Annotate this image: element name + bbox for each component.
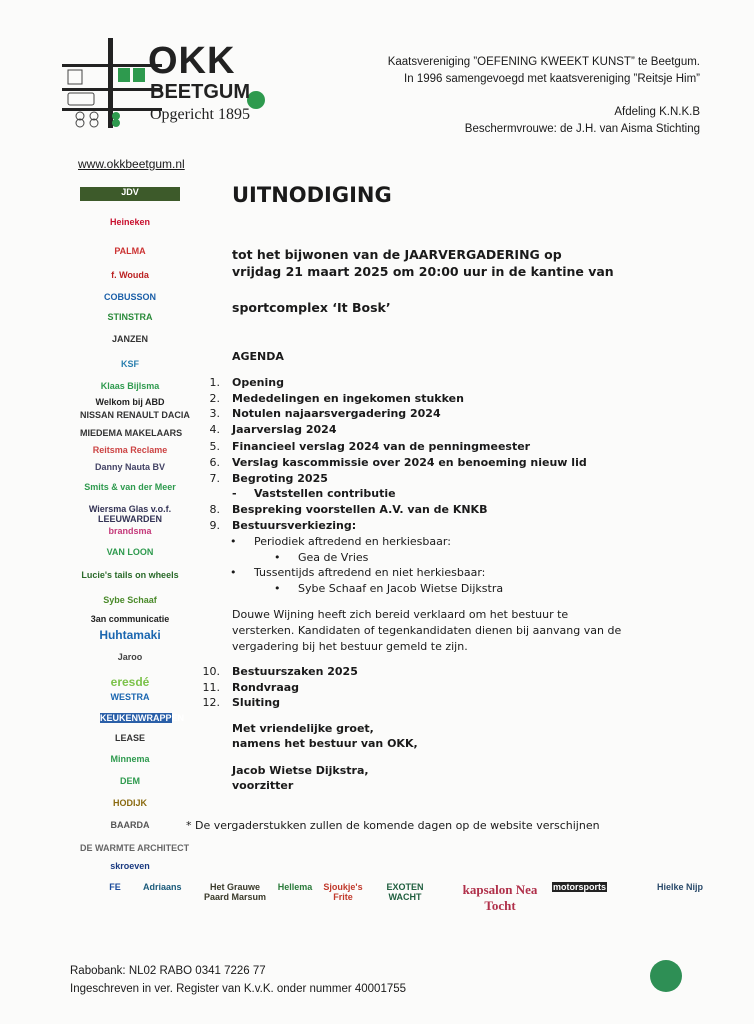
agenda-dash: - — [232, 487, 237, 500]
sponsor-logo: Smits & van der Meer — [84, 482, 176, 492]
agenda-number: 9. — [209, 519, 220, 532]
sponsor-logo: FE — [109, 882, 121, 892]
sponsor-logo: JDV — [80, 187, 180, 201]
closing-greeting: Met vriendelijke groet, — [232, 722, 374, 735]
bullet-icon: • — [274, 582, 281, 595]
sponsor-logo: DEM — [120, 776, 140, 786]
agenda-number: 6. — [209, 456, 220, 469]
agenda-item: Bestuursverkiezing: — [232, 519, 357, 532]
agenda-subitem: Vaststellen contributie — [254, 487, 396, 500]
sponsor-logo: Heineken — [109, 217, 151, 227]
sponsor-logo: skroeven — [110, 861, 150, 871]
agenda-number: 2. — [209, 392, 220, 405]
sponsor-logo: WESTRA — [110, 692, 150, 702]
sponsor-logo: STINSTRA — [107, 312, 153, 322]
sponsor-logo: motorsports — [552, 882, 606, 892]
closing-greeting: namens het bestuur van OKK, — [232, 737, 418, 750]
sponsor-logo: Hellema — [277, 882, 313, 892]
sponsor-logo: f. Wouda — [111, 270, 149, 280]
agenda-number: 5. — [209, 440, 220, 453]
agenda-item: Financieel verslag 2024 van de penningmeester — [232, 440, 531, 453]
agenda-subitem: Periodiek aftredend en herkiesbaar: — [254, 535, 451, 548]
intro-line: vrijdag 21 maart 2025 om 20:00 uur in de kantine van — [232, 264, 614, 279]
agenda-number: 4. — [209, 423, 220, 436]
sponsor-logo: Adriaans — [143, 882, 182, 892]
sponsor-logo: HODIJK — [112, 798, 147, 808]
agenda-subitem: Gea de Vries — [298, 551, 369, 564]
footnote: * De vergaderstukken zullen de komende dagen op de website verschijnen — [186, 819, 600, 832]
sponsor-logo: MIEDEMA MAKELAARS — [80, 428, 183, 438]
agenda-subitem: Sybe Schaaf en Jacob Wietse Dijkstra — [298, 582, 504, 595]
agenda-number: 1. — [209, 376, 220, 389]
sponsor-logo: 3an communicatie — [90, 614, 170, 624]
sponsor-logo: Hielke Nijp — [656, 882, 703, 892]
sponsor-logo: Huhtamaki — [99, 628, 161, 642]
signatory-name: Jacob Wietse Dijkstra, — [232, 764, 369, 777]
sponsor-logo: Reitsma Reclame — [92, 445, 168, 455]
agenda-number: 12. — [202, 696, 220, 709]
sponsor-logo: DE WARMTE ARCHITECT — [80, 843, 190, 853]
sponsor-logo: EXOTEN WACHT — [386, 882, 424, 902]
bullet-icon: • — [230, 535, 237, 548]
registry-info: Ingeschreven in ver. Register van K.v.K. onder nummer 40001755 — [70, 983, 407, 995]
agenda-number: 3. — [209, 407, 220, 420]
sponsor-logo: eresdé — [110, 675, 150, 689]
sponsor-logo: NISSAN RENAULT DACIA — [80, 410, 190, 420]
sponsor-logo: Het Grauwe Paard Marsum — [203, 882, 267, 902]
logo-name: OKK — [148, 40, 236, 82]
agenda-item: Bestuurszaken 2025 — [232, 665, 358, 678]
sponsor-logo: Sjoukje's Frite — [323, 882, 363, 902]
sponsor-logo: KEUKENWRAPPEN — [100, 713, 185, 723]
sponsor-logo: KSF — [121, 359, 139, 369]
header-line: Beschermvrouwe: de J.H. van Aisma Stichting — [464, 123, 700, 135]
paragraph-line: Douwe Wijning heeft zich bereid verklaard om het bestuur te — [232, 608, 569, 621]
sponsor-logo: VAN LOON — [106, 547, 154, 557]
intro-line: tot het bijwonen van de JAARVERGADERING op — [232, 247, 562, 262]
header-line: Kaatsvereniging ”OEFENING KWEEKT KUNST” te Beetgum. — [387, 56, 700, 68]
sponsor-logo: Welkom bij ABD — [95, 397, 165, 407]
logo-founded: Opgericht 1895 — [150, 106, 250, 123]
sponsor-logo: JANZEN — [111, 334, 148, 344]
logo-sub: BEETGUM — [150, 81, 250, 103]
header-line: In 1996 samengevoegd met kaatsvereniging ”Reitsje Him” — [404, 73, 700, 85]
paragraph-line: vergadering bij het bestuur gemeld te zijn. — [232, 640, 468, 653]
agenda-item: Jaarverslag 2024 — [232, 423, 337, 436]
agenda-number: 8. — [209, 503, 220, 516]
bank-info: Rabobank: NL02 RABO 0341 7226 77 — [70, 965, 266, 977]
intro-line: sportcomplex ‘It Bosk’ — [232, 300, 391, 315]
agenda-item: Opening — [232, 376, 284, 389]
agenda-item: Verslag kascommissie over 2024 en benoeming nieuw lid — [232, 456, 587, 469]
agenda-item: Mededelingen en ingekomen stukken — [232, 392, 464, 405]
sponsor-logo: kapsalon Nea Tocht — [462, 882, 538, 913]
sponsor-logo: Lucie's tails on wheels — [81, 570, 179, 580]
agenda-item: Sluiting — [232, 696, 281, 709]
agenda-item: Rondvraag — [232, 681, 300, 694]
sponsor-logo: Jaroo — [117, 652, 143, 662]
bullet-icon: • — [230, 566, 237, 579]
sponsor-logo: LEASE — [114, 733, 145, 743]
agenda-item: Bespreking voorstellen A.V. van de KNKB — [232, 503, 488, 516]
sponsor-logo: COBUSSON — [103, 292, 156, 302]
sponsor-logo: Wiersma Glas v.o.f. LEEUWARDEN — [88, 504, 172, 524]
sponsor-logo: brandsma — [108, 526, 152, 536]
agenda-item: Notulen najaarsvergadering 2024 — [232, 407, 441, 420]
sponsor-logo: Klaas Bijlsma — [100, 381, 160, 391]
header-line: Afdeling K.N.K.B — [614, 106, 700, 118]
website-link[interactable]: www.okkbeetgum.nl — [78, 157, 185, 171]
agenda-number: 7. — [209, 472, 220, 485]
agenda-number: 11. — [202, 681, 220, 694]
agenda-subitem: Tussentijds aftredend en niet herkiesbaar: — [254, 566, 486, 579]
bullet-icon: • — [274, 551, 281, 564]
paragraph-line: versterken. Kandidaten of tegenkandidaten dienen bij aanvang van de — [232, 624, 622, 637]
agenda-number: 10. — [202, 665, 220, 678]
signatory-role: voorzitter — [232, 779, 294, 792]
sponsor-logo: BAARDA — [110, 820, 150, 830]
agenda-heading: AGENDA — [232, 350, 284, 363]
sponsor-logo: Sybe Schaaf — [103, 595, 157, 605]
green-dot — [650, 960, 682, 992]
agenda-item: Begroting 2025 — [232, 472, 328, 485]
sponsor-logo: Minnema — [110, 754, 150, 764]
sponsor-logo: Danny Nauta BV — [94, 462, 165, 472]
page-title: UITNODIGING — [232, 183, 392, 207]
sponsor-logo: PALMA — [114, 246, 146, 256]
